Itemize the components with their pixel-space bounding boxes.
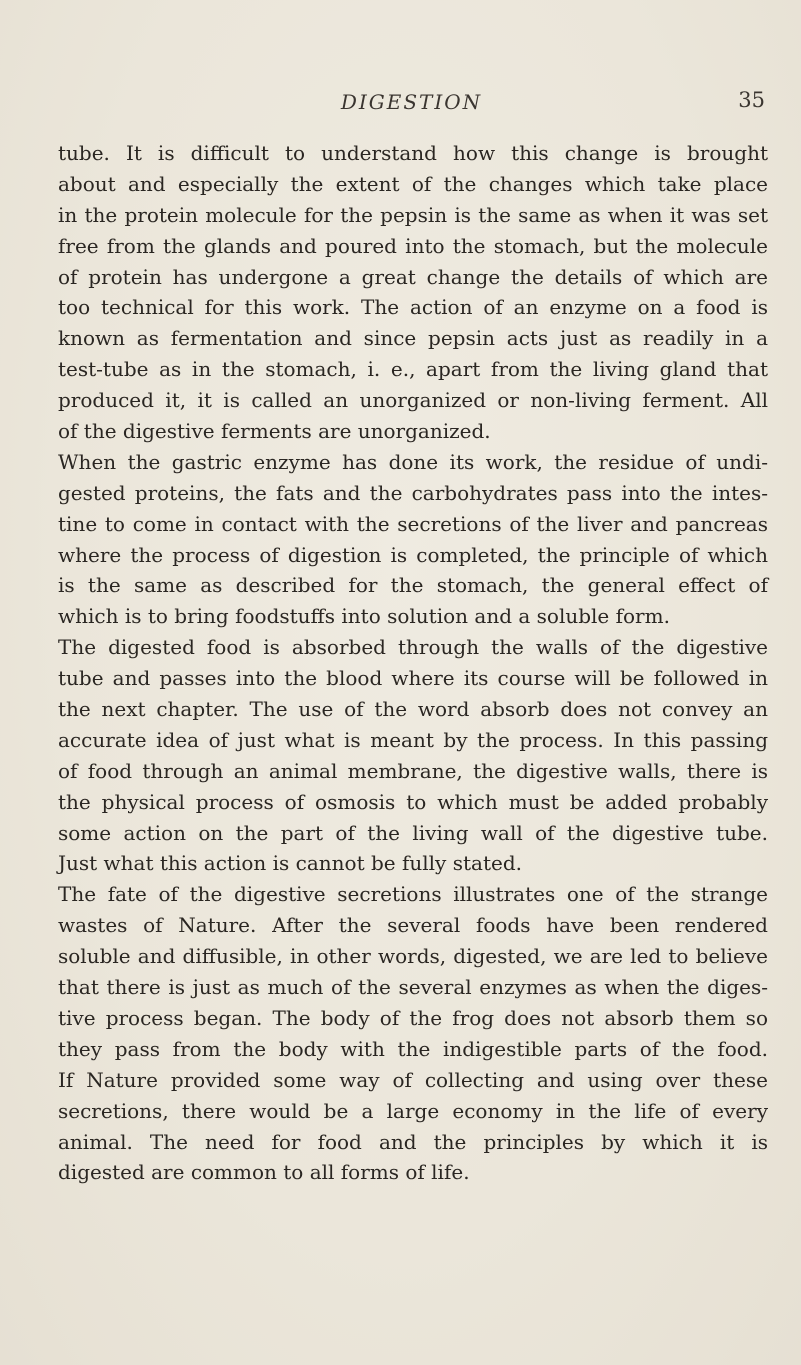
text-line: The fate of the digestive secretions illustrates one of the strange — [58, 882, 768, 907]
text-line: tive process began. The body of the frog does not absorb them so — [58, 1005, 768, 1030]
text-line: some action on the part of the living wall of the digestive tube. — [58, 820, 768, 845]
text-line: about and especially the extent of the changes which take place — [58, 171, 768, 196]
text-line: they pass from the body with the indigestible parts of the food. — [58, 1036, 768, 1061]
page-number: 35 — [738, 88, 765, 112]
text-line: soluble and diffusible, in other words, digested, we are led to believe — [58, 944, 768, 969]
text-line: Just what this action is cannot be fully stated. — [58, 851, 522, 876]
body-text — [58, 138, 768, 1188]
text-line: of the digestive ferments are unorganized. — [58, 419, 491, 444]
text-line: When the gastric enzyme has done its work, the residue of undi- — [58, 449, 768, 474]
running-head: DIGESTION — [340, 90, 483, 114]
text-line: The digested food is absorbed through the walls of the digestive — [58, 635, 768, 660]
text-line: too technical for this work. The action of an enzyme on a food is — [58, 295, 768, 320]
text-line: tine to come in contact with the secretions of the liver and pancreas — [58, 511, 768, 536]
text-line: tube and passes into the blood where its course will be followed in — [58, 666, 768, 691]
text-line: the next chapter. The use of the word absorb does not convey an — [58, 697, 768, 722]
text-line: of food through an animal membrane, the digestive walls, there is — [58, 758, 768, 783]
text-line: in the protein molecule for the pepsin is the same as when it was set — [58, 202, 768, 227]
text-line: animal. The need for food and the principles by which it is — [58, 1129, 768, 1154]
text-line: tube. It is difficult to understand how this change is brought — [58, 141, 768, 165]
text-line: the physical process of osmosis to which must be added probably — [58, 789, 768, 814]
text-line: test-tube as in the stomach, i. e., apart from the living gland that — [58, 357, 768, 382]
text-line: wastes of Nature. After the several foods have been rendered — [58, 913, 768, 938]
text-line: free from the glands and poured into the stomach, but the molecule — [58, 233, 768, 258]
text-line: is the same as described for the stomach, the general effect of — [58, 573, 768, 598]
text-line: digested are common to all forms of life. — [58, 1160, 470, 1185]
text-line: that there is just as much of the several enzymes as when the diges- — [58, 975, 768, 1000]
text-line: of protein has undergone a great change the details of which are — [58, 264, 768, 289]
page-header — [58, 90, 765, 120]
text-line: produced it, it is called an unorganized or non-living ferment. All — [58, 388, 768, 413]
text-line: where the process of digestion is completed, the principle of which — [58, 542, 768, 567]
text-line: which is to bring foodstuffs into solution and a soluble form. — [58, 604, 670, 629]
text-line: If Nature provided some way of collecting and using over these — [58, 1067, 768, 1092]
text-line: gested proteins, the fats and the carbohydrates pass into the intes- — [58, 480, 768, 505]
text-line: secretions, there would be a large economy in the life of every — [58, 1098, 768, 1123]
text-line: accurate idea of just what is meant by the process. In this passing — [58, 727, 768, 752]
text-line: known as fermentation and since pepsin acts just as readily in a — [58, 326, 768, 351]
